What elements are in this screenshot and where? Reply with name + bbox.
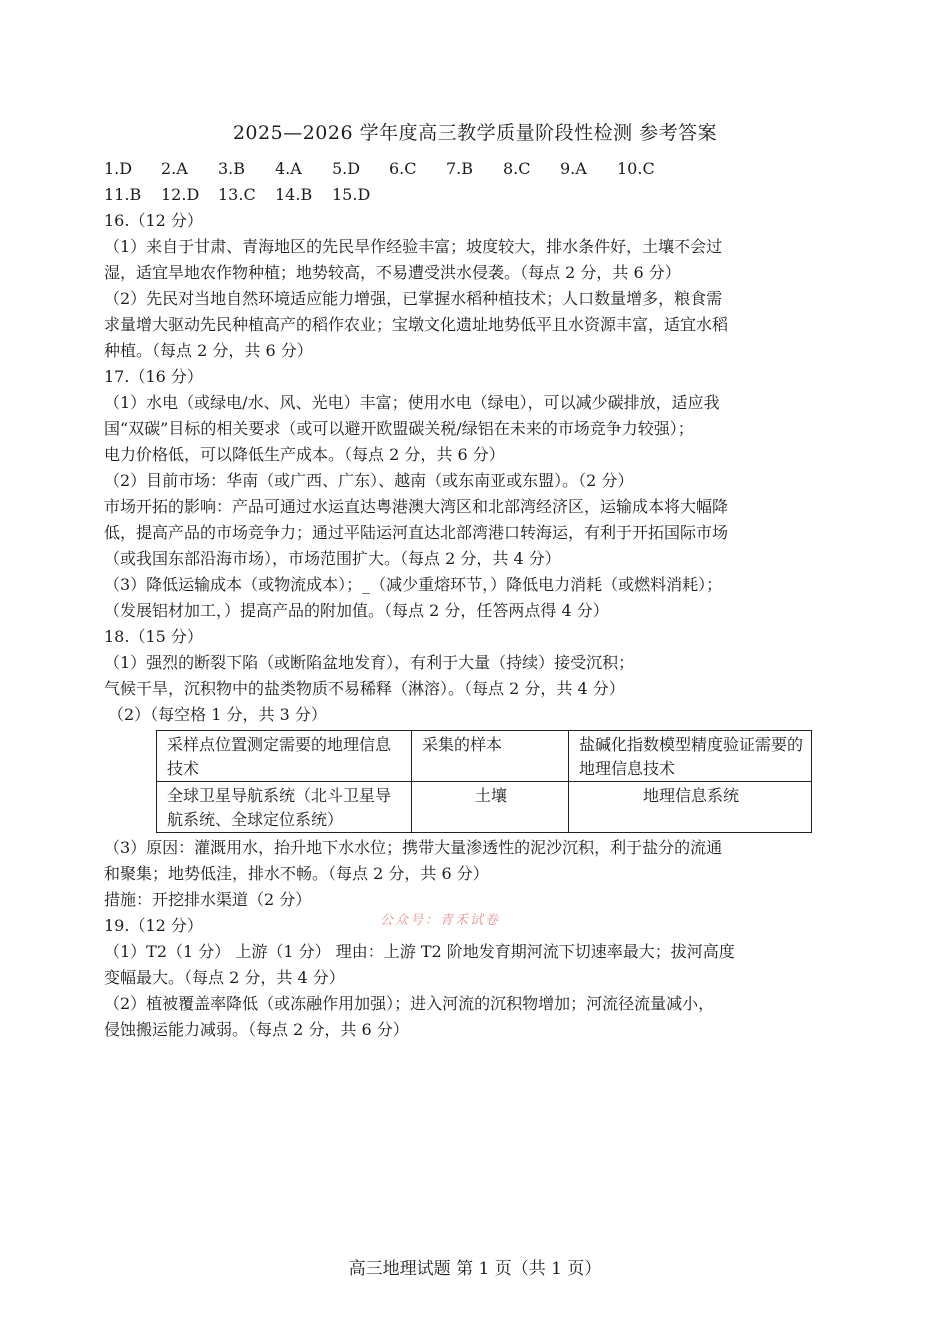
choice-answer: 4.A — [275, 159, 302, 178]
page-title: 2025—2026 学年度高三教学质量阶段性检测 参考答案 — [232, 122, 718, 144]
choice-answer: 2.A — [161, 159, 188, 178]
choice-answer: 12.D — [161, 185, 200, 204]
choice-answer: 11.B — [104, 185, 142, 204]
q17-answer-2-line: （或我国东部沿海市场），市场范围扩大。（每点 2 分，共 4 分） — [104, 549, 561, 568]
q16-answer-2-line: 种植。（每点 2 分，共 6 分） — [104, 341, 313, 360]
q17-answer-2-line: 低，提高产品的市场竞争力；通过平陆运河直达北部湾港口转海运，有利于开拓国际市场 — [104, 523, 729, 542]
q16-answer-1-line: （1）来自于甘肃、青海地区的先民旱作经验丰富；坡度较大，排水条件好，土壤不会过 — [104, 237, 723, 256]
choice-answer: 13.C — [218, 185, 256, 204]
q18-answer-1-line: （1）强烈的断裂下陷（或断陷盆地发育），有利于大量（持续）接受沉积； — [104, 653, 635, 672]
q18-answer-3-line: （3）原因：灌溉用水，抬升地下水水位；携带大量渗透性的泥沙沉积，利于盐分的流通 — [104, 838, 723, 857]
choice-answer: 1.D — [104, 159, 133, 178]
table-header-cell: 盐碱化指数模型精度验证需要的地理信息技术 — [569, 731, 812, 782]
choice-answer: 14.B — [275, 185, 313, 204]
q18-heading: 18.（15 分） — [104, 627, 203, 646]
choice-answers-row-1 — [104, 156, 846, 182]
q18-answer-1-line: 气候干旱，沉积物中的盐类物质不易稀释（淋溶）。（每点 2 分，共 4 分） — [104, 679, 625, 698]
choice-answer: 7.B — [446, 159, 474, 178]
table-row — [157, 782, 812, 833]
table-cell: 地理信息系统 — [569, 782, 812, 833]
q19-heading: 19.（12 分） — [104, 916, 203, 935]
choice-answer: 3.B — [218, 159, 246, 178]
q17-heading: 17.（16 分） — [104, 367, 203, 386]
table-row — [157, 731, 812, 782]
choice-answer: 10.C — [617, 159, 655, 178]
q17-answer-1-line: （1）水电（或绿电/水、风、光电）丰富；使用水电（绿电），可以减少碳排放，适应我 — [104, 393, 720, 412]
answer-table — [156, 730, 812, 833]
choice-answer: 8.C — [503, 159, 531, 178]
q16-heading: 16.（12 分） — [104, 211, 203, 230]
choice-answer: 15.D — [332, 185, 371, 204]
q19-answer-2-line: （2）植被覆盖率降低（或冻融作用加强）；进入河流的沉积物增加；河流径流量减小， — [104, 994, 715, 1013]
q17-answer-2-line: 市场开拓的影响：产品可通过水运直达粤港澳大湾区和北部湾经济区，运输成本将大幅降 — [104, 497, 729, 516]
choice-answer: 5.D — [332, 159, 361, 178]
q18-measures-line: 措施：开挖排水渠道（2 分） — [104, 890, 312, 909]
q18-answer-3-line: 和聚集；地势低洼，排水不畅。（每点 2 分，共 6 分） — [104, 864, 489, 883]
page-footer: 高三地理试题 第 1 页（共 1 页） — [348, 1259, 602, 1279]
choice-answer: 6.C — [389, 159, 417, 178]
choice-answers-row-2 — [104, 182, 846, 208]
q17-answer-1-line: 电力价格低，可以降低生产成本。（每点 2 分，共 6 分） — [104, 445, 505, 464]
choice-answer: 9.A — [560, 159, 587, 178]
q18-answer-2-heading: （2）（每空格 1 分，共 3 分） — [108, 705, 327, 724]
table-header-cell: 采样点位置测定需要的地理信息技术 — [157, 731, 412, 782]
q17-answer-3-line: （3）降低运输成本（或物流成本）；_（减少重熔环节，）降低电力消耗（或燃料消耗）； — [104, 575, 723, 594]
q19-answer-2-line: 侵蚀搬运能力减弱。（每点 2 分，共 6 分） — [104, 1020, 409, 1039]
table-header-cell: 采集的样本 — [412, 731, 569, 782]
table-cell: 土壤 — [412, 782, 569, 833]
q19-answer-1-line: 变幅最大。（每点 2 分，共 4 分） — [104, 968, 345, 987]
table-cell: 全球卫星导航系统（北斗卫星导航系统、全球定位系统） — [157, 782, 412, 833]
watermark-text: 公众号：青禾试卷 — [380, 913, 501, 928]
q16-answer-2-line: 求量增大驱动先民种植高产的稻作农业；宝墩文化遗址地势低平且水资源丰富，适宜水稻 — [104, 315, 729, 334]
q16-answer-1-line: 湿，适宜旱地农作物种植；地势较高，不易遭受洪水侵袭。（每点 2 分，共 6 分） — [104, 263, 681, 282]
q16-answer-2-line: （2）先民对当地自然环境适应能力增强，已掌握水稻种植技术；人口数量增多，粮食需 — [104, 289, 723, 308]
q19-answer-1-line: （1）T2（1 分） 上游（1 分） 理由：上游 T2 阶地发育期河流下切速率最大；拔河高度 — [104, 942, 735, 961]
q17-answer-3-line: （发展铝材加工，）提高产品的附加值。（每点 2 分，任答两点得 4 分） — [104, 601, 609, 620]
q17-answer-1-line: 国“双碳”目标的相关要求（或可以避开欧盟碳关税/绿铝在未来的市场竞争力较强）； — [104, 419, 694, 438]
q17-answer-2-line: （2）目前市场：华南（或广西、广东）、越南（或东南亚或东盟）。（2 分） — [104, 471, 634, 490]
